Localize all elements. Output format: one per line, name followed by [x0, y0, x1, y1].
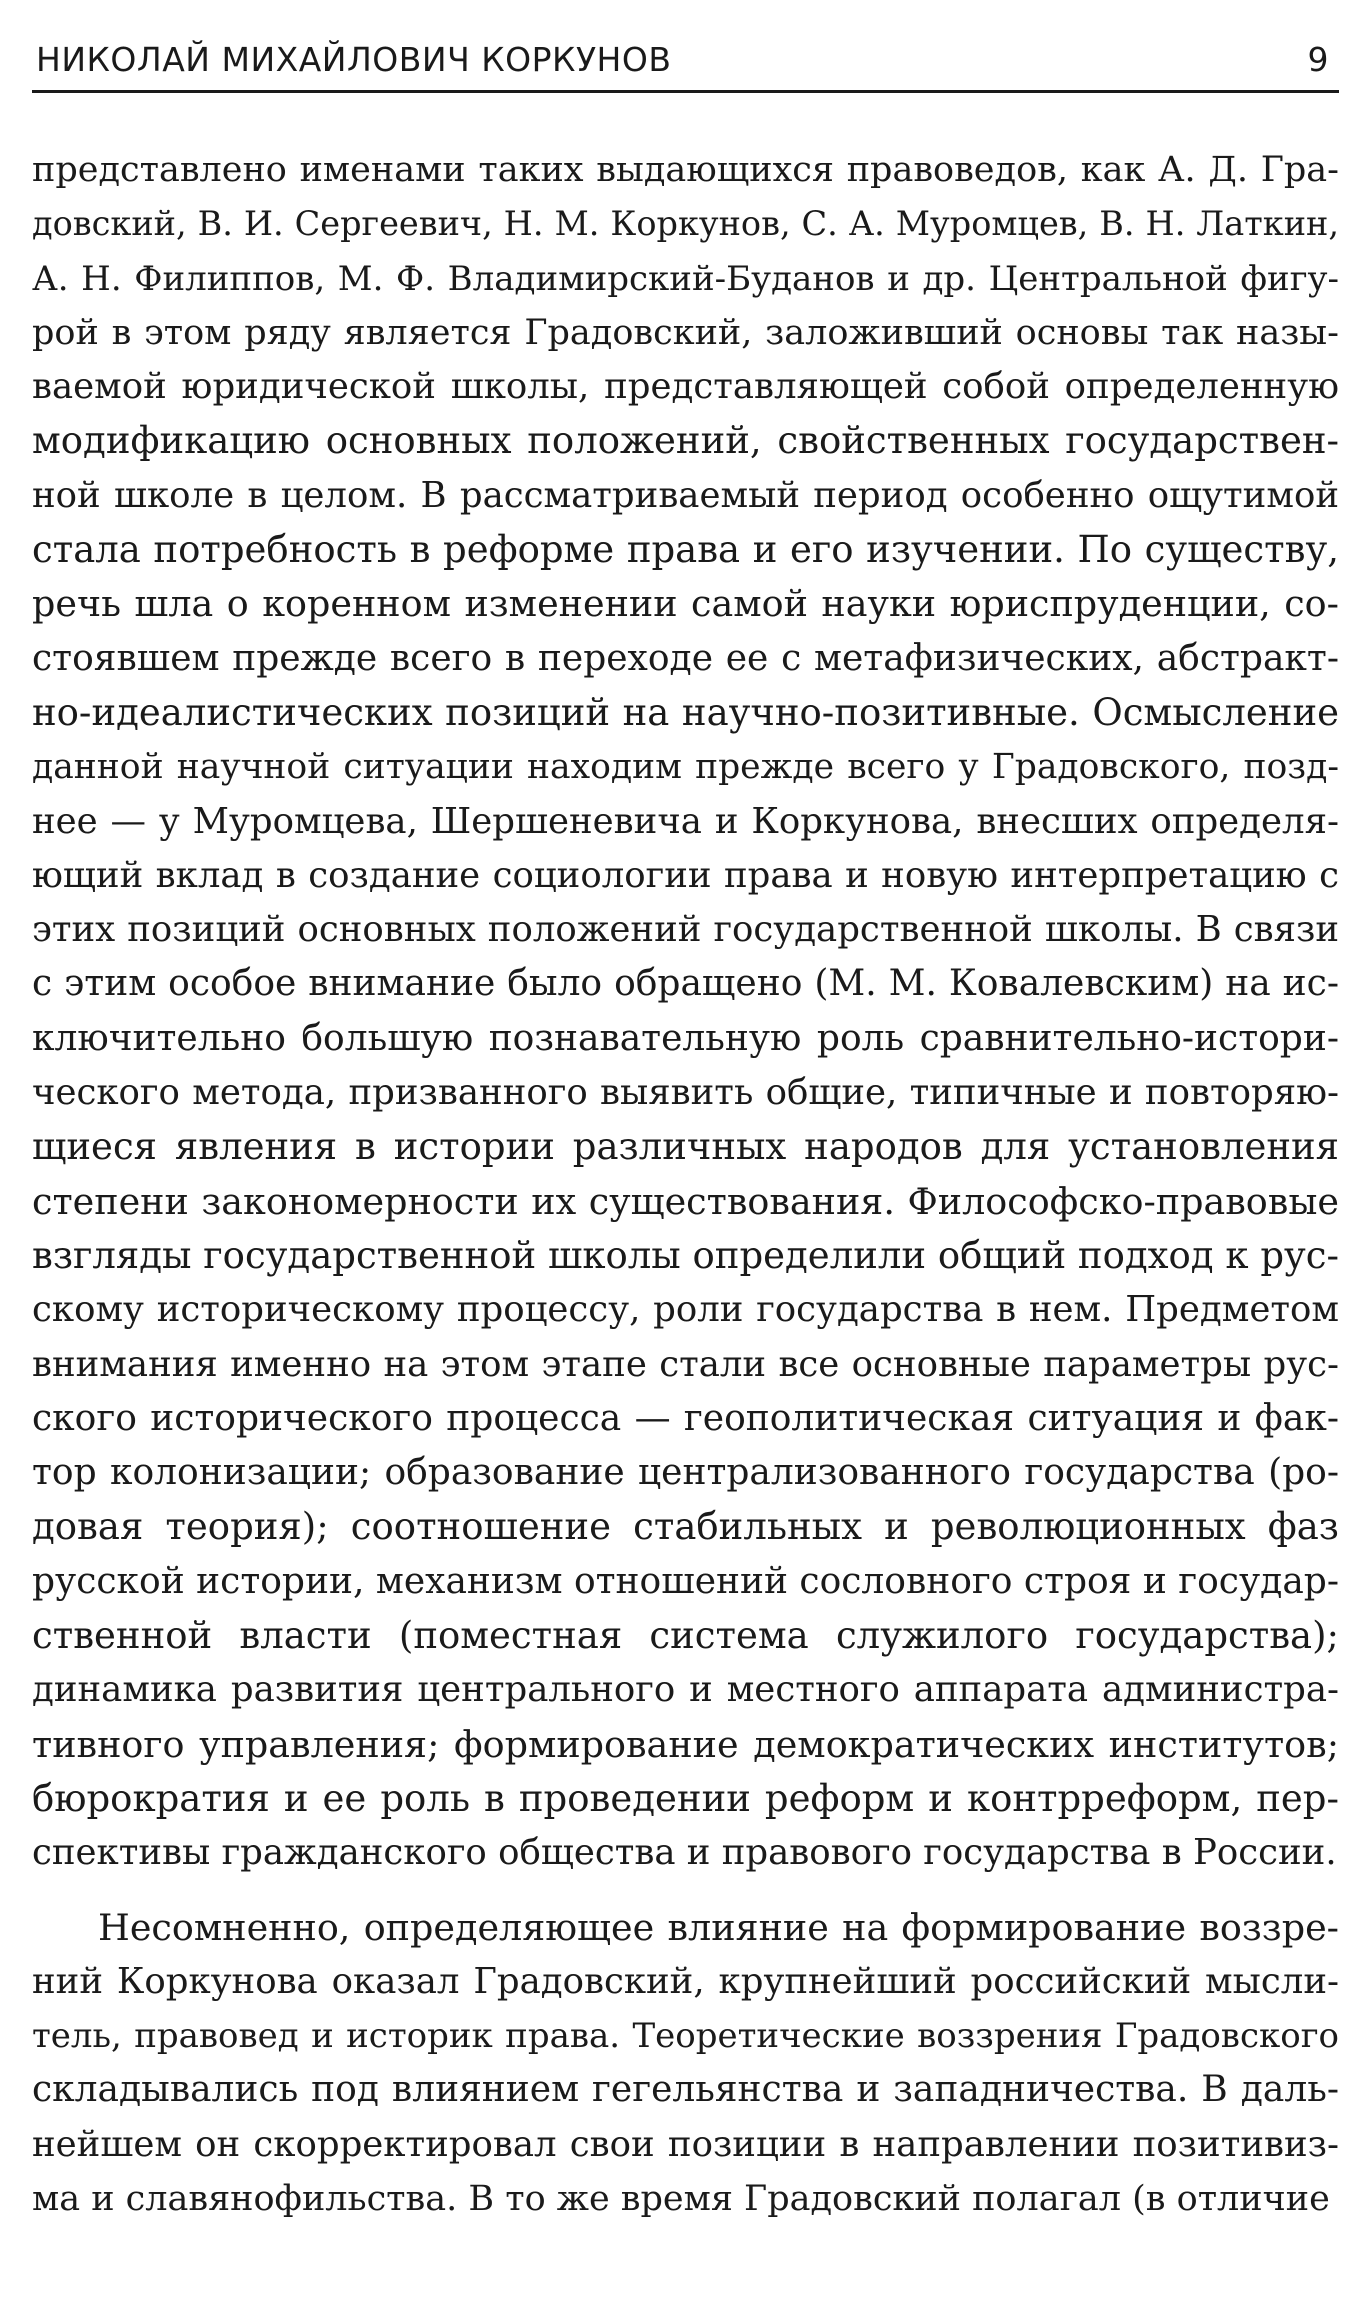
text-line: взгляды государственной школы определили общий подход к рус- — [32, 1233, 1339, 1277]
text-line: спективы гражданского общества и правового государства в России. — [32, 1832, 1337, 1874]
text-line: ний Коркунова оказал Градовский, крупнейший российский мысли- — [32, 1960, 1339, 2002]
paragraph-gap — [32, 1881, 1339, 1901]
text-line: ма и славянофильства. В то же время Градовский полагал (в отличие — [32, 2178, 1330, 2219]
text-line: ского исторического процесса — геополитическая ситуация и фак- — [32, 1397, 1339, 1439]
text-line: довая теория); соотношение стабильных и революционных фаз — [32, 1505, 1339, 1549]
text-line: тивного управления; формирование демократических институтов; — [32, 1722, 1339, 1766]
text-line: ваемой юридической школы, представляющей собой определенную — [32, 366, 1339, 408]
text-line: речь шла о коренном изменении самой науки юриспруденции, со- — [32, 582, 1339, 626]
book-page — [32, 20, 1339, 2226]
text-line: русской истории, механизм отношений сословного строя и государ- — [32, 1560, 1339, 1602]
text-line: бюрократия и ее роль в проведении реформ и контрреформ, пер- — [32, 1776, 1339, 1820]
text-line: скому историческому процессу, роли государства в нем. Предметом — [32, 1289, 1339, 1331]
text-line: ственной власти (поместная система служилого государства); — [32, 1614, 1339, 1658]
text-line: ной школе в целом. В рассматриваемый период особенно ощутимой — [32, 474, 1339, 516]
text-line: внимания именно на этом этапе стали все основные параметры рус- — [32, 1343, 1339, 1385]
text-line: представлено именами таких выдающихся правоведов, как А. Д. Гра- — [32, 150, 1339, 190]
text-line: нее — у Муромцева, Шершеневича и Коркунова, внесших определя- — [32, 800, 1339, 842]
text-line: Несомненно, определяющее влияние на формирование воззре- — [98, 1905, 1339, 1949]
page-number: 9 — [1307, 40, 1329, 79]
text-line: стоявшем прежде всего в переходе ее с метафизических, абстракт- — [32, 637, 1339, 679]
text-line: складывались под влиянием гегельянства и западничества. В даль- — [32, 2069, 1339, 2111]
text-line: рой в этом ряду является Градовский, заложивший основы так назы- — [32, 312, 1339, 353]
running-title: НИКОЛАЙ МИХАЙЛОВИЧ КОРКУНОВ — [36, 40, 672, 79]
text-line: ющий вклад в создание социологии права и новую интерпретацию с — [32, 854, 1339, 896]
text-line: но-идеалистических позиций на научно-позитивные. Осмысление — [32, 690, 1339, 734]
running-header — [32, 20, 1339, 79]
text-line: ческого метода, призванного выявить общие, типичные и повторяю- — [32, 1072, 1339, 1114]
text-line: данной научной ситуации находим прежде всего у Градовского, позд- — [32, 747, 1339, 788]
text-line: довский, В. И. Сергеевич, Н. М. Коркунов, С. А. Муромцев, В. Н. Латкин, — [32, 204, 1339, 244]
text-line: тор колонизации; образование централизованного государства (ро- — [32, 1452, 1339, 1494]
text-line: динамика развития центрального и местного аппарата администра- — [32, 1669, 1339, 1711]
text-line: стала потребность в реформе права и его изучении. По существу, — [32, 528, 1339, 572]
text-line: модификацию основных положений, свойственных государствен- — [32, 419, 1339, 463]
text-line: нейшем он скорректировал свои позиции в направлении позитивиз- — [32, 2123, 1339, 2165]
body-text — [32, 143, 1339, 2226]
text-line: тель, правовед и историк права. Теоретические воззрения Градовского — [32, 2016, 1339, 2057]
text-line: степени закономерности их существования. Философско-правовые — [32, 1179, 1339, 1223]
paragraph — [32, 1901, 1339, 2227]
paragraph — [32, 143, 1339, 1881]
text-line: ключительно большую познавательную роль сравнительно-истори- — [32, 1017, 1339, 1059]
text-line: этих позиций основных положений государственной школы. В связи — [32, 909, 1339, 951]
text-line: щиеся явления в истории различных народов для установления — [32, 1125, 1339, 1169]
header-rule — [32, 90, 1339, 93]
text-line: с этим особое внимание было обращено (М. М. Ковалевским) на ис- — [32, 963, 1339, 1005]
text-line: А. Н. Филиппов, М. Ф. Владимирский-Буданов и др. Центральной фигу- — [32, 258, 1339, 299]
